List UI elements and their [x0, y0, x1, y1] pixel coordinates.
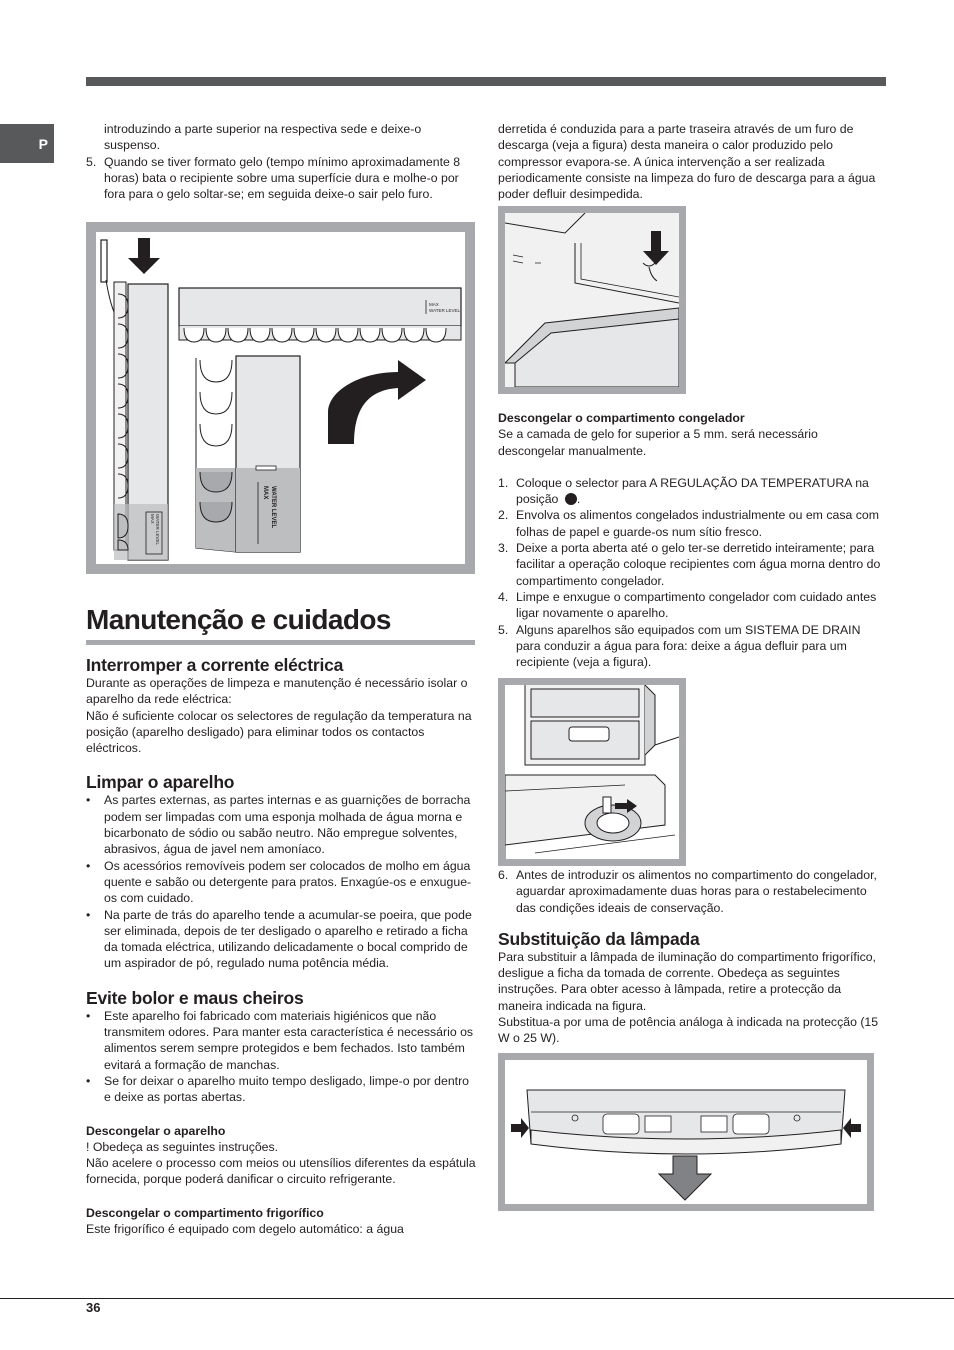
lampada-p1: Para substituir a lâmpada de iluminação do compartimento frigorífico, desligue a ficha da tomada de corrente. Obedeça as seguintes instruções. Para obter acesso à lâmpada, retire a protecção da maneira indicada na figura. — [498, 949, 876, 1013]
step-6-text: Antes de introduzir os alimentos no compartimento do congelador, aguardar aproximadamente duas horas para o restabelecimento das condições ideais de conservação. — [516, 868, 877, 915]
drain-intro: derretida é conduzida para a parte traseira através de um furo de descarga (veja a figura) desta maneira o calor produzido pelo compressor evapora-se. A única intervenção a ser realizada periodicamente consiste na limpeza do furo de descarga para a água poder defluir desimpedida. — [498, 122, 876, 202]
footer-rule — [0, 1298, 954, 1299]
right-lamp — [498, 867, 886, 1047]
lampada-p2: Substitua-a por uma de potência análoga à indicada na protecção (15 W o 25 W). — [498, 1015, 879, 1046]
fig-label-max-side: MAX — [150, 514, 155, 524]
interromper-p2: Não é suficiente colocar os selectores de regulação da temperatura na posição (aparelho desligado) para eliminar todos os contactos eléctricos. — [86, 708, 472, 756]
step-2-number: 2. — [498, 508, 509, 523]
heading-evite: Evite bolor e maus cheiros — [86, 987, 304, 1008]
heading-congelador: Descongelar o compartimento congelador — [498, 411, 745, 425]
fig-label-max-top: MAX — [429, 302, 439, 307]
step-5-text: Quando se tiver formato gelo (tempo mínimo aproximadamente 8 horas) bata o recipiente sobre uma superfície dura e molhe-o por fora para o gelo soltar-se; em seguida deixe-o sair pelo furo. — [104, 154, 461, 202]
heading-lampada: Substituição da lâmpada — [498, 928, 700, 949]
descongelar-aparelho-p2: Não acelere o processo com meios ou utensílios diferentes da espátula fornecida, porque poderá danificar o circuito refrigerante. — [86, 1156, 476, 1187]
step-1-number: 1. — [498, 475, 509, 490]
step-1-text: Coloque o selector para A REGULAÇÃO DA TEMPERATURA na posição — [516, 475, 869, 507]
language-tab — [0, 124, 54, 163]
fig-label-max-big: MAX — [262, 486, 268, 500]
descongelar-aparelho-p1: ! Obedeça as seguintes instruções. — [86, 1139, 279, 1154]
drain-system-figure — [498, 678, 686, 866]
step-5-number: 5. — [498, 622, 509, 637]
header-bar — [86, 77, 886, 86]
heading-descongelar-frigorifico: Descongelar o compartimento frigorífico — [86, 1205, 324, 1220]
fig-label-water-big: WATER LEVEL — [270, 486, 276, 529]
page-number: 36 — [86, 1300, 101, 1315]
step-number: 5. — [86, 154, 97, 169]
lamp-cover-figure — [498, 1053, 874, 1211]
ice-tray-figure — [86, 222, 475, 574]
step-4-number: 4. — [498, 589, 509, 604]
limpar-bullet-3: Na parte de trás do aparelho tende a acumular-se poeira, que pode ser eliminada, depois de ter desligado o aparelho e retirado a ficha da tomada eléctrica, utilizando delicadamente o bocal comprido de um aspirador de pó, regulado numa potência média. — [104, 907, 472, 971]
heading-limpar: Limpar o aparelho — [86, 772, 235, 793]
left-body: Interromper a corrente eléctrica Durante as operações de limpeza e manutenção é necessário isolar o aparelho da rede eléctrica: Não é suficiente colocar os selectores de regulação da temperatura na posição (aparelho desligado) para eliminar todos os contactos eléctricos. Limpar o aparelho • As partes externas, as partes internas e as guarnições de borracha podem ser limpadas com uma esponja molhada de água morna e bicarbonato de sódio ou sabão neutro. Não empregue solventes, abrasivos, água de javel nem amoníaco. • Os acessórios removíveis podem ser colocados de molho em água quente e sabão ou detergente para pratos. Enxagúe-os e enxugue-os com cuidado. • Na parte de trás do aparelho tende a acumular-se poeira, que pode ser eliminada, depois de ter desligado o aparelho e retirado a ficha da tomada eléctrica, utilizando delicadamente o bocal comprido de um aspirador de pó, regulado numa potência média. Evite bolor e maus cheiros • Este aparelho foi fabricado com materiais higiénicos que não transmitem odores. Para manter esta característica é necessário os alimentos serem sempre protegidos e bem fechados. Isto também evitará a formação de manchas. • Se for deixar o aparelho muito tempo desligado, limpe-o por dentro e deixe as portas abertas. Descongelar o aparelho ! Obedeça as seguintes instruções. Não acelere o processo com meios ou utensílios diferentes da espátula fornecida, porque poderá danificar o circuito refrigerante. Descongelar o compartimento frigorífico Este frigorífico é equipado com degelo automático: a água — [86, 655, 476, 1237]
step-6-number: 6. — [498, 868, 509, 882]
descongelar-frigorifico-p1: Este frigorífico é equipado com degelo automático: a água — [86, 1222, 404, 1237]
section-title: Manutenção e cuidados — [86, 603, 475, 645]
heading-descongelar-aparelho: Descongelar o aparelho — [86, 1123, 226, 1138]
intro-continued: introduzindo a parte superior na respectiva sede e deixe-o suspenso. — [104, 122, 422, 153]
step-4-text: Limpe e enxugue o compartimento congelador com cuidado antes ligar novamente o aparelho. — [516, 589, 877, 621]
evite-bullet-1: Este aparelho foi fabricado com materiais higiénicos que não transmitem odores. Para manter esta característica é necessário os alimentos serem sempre protegidos e bem fechados. Isto também evitará a formação de manchas. — [104, 1008, 474, 1072]
right-congelador: Descongelar o compartimento congelador Se a camada de gelo for superior a 5 mm. será necessário descongelar manualmente. 1. Coloque o selector para A REGULAÇÃO DA TEMPERATURA na posição . 2. Envolva os alimentos congelados industrialmente ou em casa com folhas de papel e guarde-os num sítio fresco. 3. Deixe a porta aberta até o gelo ter-se derretido inteiramente; para facilitar a operação coloque recipientes com água morna dentro do compartimento congelador. 4. Limpe e enxugue o compartimento congelador com cuidado antes ligar novamente o aparelho. 5. Alguns aparelhos são equipados com um SISTEMA DE DRAIN para conduzir a água para fora: deixe a água defluir para um recipiente (veja a figura). — [498, 410, 886, 670]
blank-line — [498, 459, 886, 475]
limpar-bullet-2: Os acessórios removíveis podem ser colocados de molho em água quente e sabão ou detergente para pratos. Enxagúe-os e enxugue-os com cuidado. — [104, 858, 472, 906]
off-position-icon — [565, 493, 577, 505]
right-intro — [498, 121, 886, 202]
limpar-bullet-1: As partes externas, as partes internas e as guarnições de borracha podem ser limpadas com uma esponja molhada de água morna e bicarbonato de sódio ou sabão neutro. Não empregue solventes, abrasivos, água de javel nem amoníaco. — [104, 793, 471, 857]
step-3-number: 3. — [498, 541, 509, 556]
heading-interromper: Interromper a corrente eléctrica — [86, 655, 344, 675]
drain-hole-figure — [498, 206, 686, 394]
step-3-text: Deixe a porta aberta até o gelo ter-se derretido inteiramente; para facilitar a operação coloque recipientes com água morna dentro do compartimento congelador. — [516, 541, 881, 588]
language-tab-label: P — [38, 135, 48, 152]
step-2-text: Envolva os alimentos congelados industrialmente ou em casa com folhas de papel e guarde-os num sítio fresco. — [516, 508, 879, 539]
fig-label-water-top: WATER LEVEL — [429, 308, 461, 313]
congelador-p1: Se a camada de gelo for superior a 5 mm. será necessário descongelar manualmente. — [498, 427, 818, 458]
interromper-p1: Durante as operações de limpeza e manutenção é necessário isolar o aparelho da rede eléctrica: — [86, 676, 468, 707]
step-5-drain-text: Alguns aparelhos são equipados com um SISTEMA DE DRAIN para conduzir a água para fora: deixe a água defluir para um recipiente (veja a figura). — [516, 622, 861, 670]
evite-bullet-2: Se for deixar o aparelho muito tempo desligado, limpe-o por dentro e deixe as portas abertas. — [104, 1073, 470, 1105]
fig-label-water-side: WATER LEVEL — [155, 514, 160, 546]
left-intro — [86, 121, 476, 202]
